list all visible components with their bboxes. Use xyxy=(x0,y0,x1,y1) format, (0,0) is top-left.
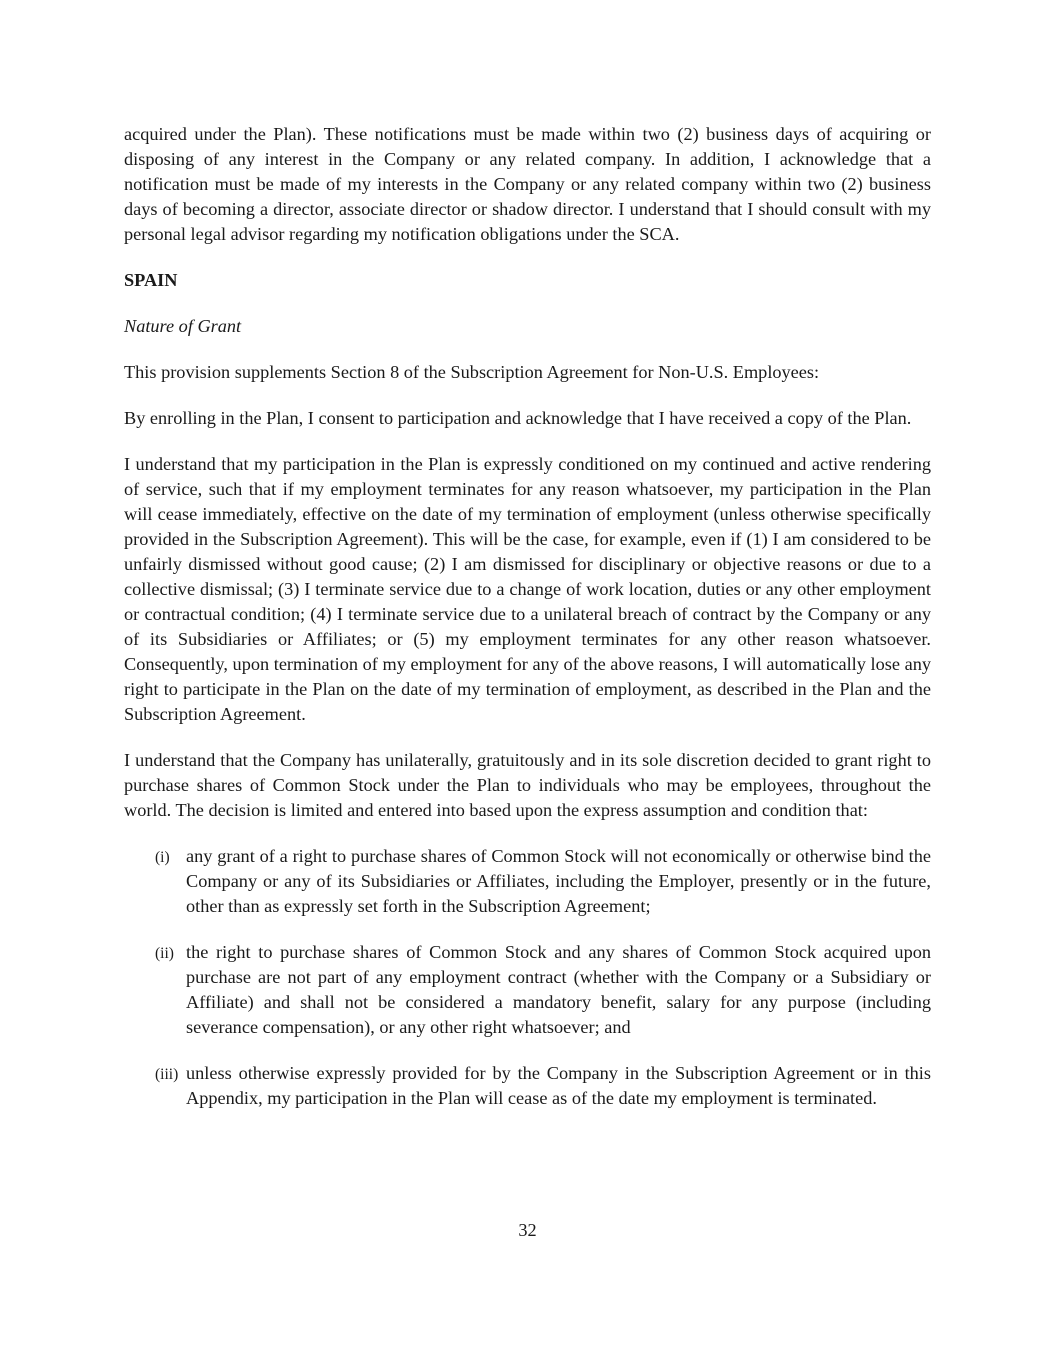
list-item xyxy=(124,844,931,919)
subheading-nature-of-grant: Nature of Grant xyxy=(124,316,242,336)
intro-paragraph: acquired under the Plan). These notifications must be made within two (2) business days of acquiring or disposing of any interest in the Company or any related company. In addition, I acknowledge that a notification must be made of my interests in the Company or any related company within two (2) business days of becoming a director, associate director or shadow director. I understand that I should consult with my personal legal advisor regarding my notification obligations under the SCA. xyxy=(124,124,931,244)
paragraph-consent: By enrolling in the Plan, I consent to participation and acknowledge that I have received a copy of the Plan. xyxy=(124,408,912,428)
section-heading-spain: SPAIN xyxy=(124,270,178,290)
paragraph-company-discretion: I understand that the Company has unilaterally, gratuitously and in its sole discretion decided to grant right to purchase shares of Common Stock under the Plan to individuals who may be employees, throughout the world. The decision is limited and entered into based upon the express assumption and condition that: xyxy=(124,750,931,820)
list-item-text: the right to purchase shares of Common Stock and any shares of Common Stock acquired upon purchase are not part of any employment contract (whether with the Company or a Subsidiary or Affiliate) and shall not be considered a mandatory benefit, salary for any purpose (including severance compensation), or any other right whatsoever; and xyxy=(186,942,931,1037)
list-item xyxy=(124,940,931,1040)
page-number: 32 xyxy=(518,1220,537,1240)
paragraph-participation-conditions: I understand that my participation in the Plan is expressly conditioned on my continued and active rendering of service, such that if my employment terminates for any reason whatsoever, my participation in the Plan will cease immediately, effective on the date of my termination of employment (unless otherwise specifically provided in the Subscription Agreement). This will be the case, for example, even if (1) I am considered to be unfairly dismissed without good cause; (2) I am dismissed for disciplinary or objective reasons or due to a collective dismissal; (3) I terminate service due to a change of work location, duties or any other employment or contractual condition; (4) I terminate service due to a unilateral breach of contract by the Company or any of its Subsidiaries or Affiliates; or (5) my employment terminates for any other reason whatsoever. Consequently, upon termination of my employment for any of the above reasons, I will automatically lose any right to participate in the Plan on the date of my termination of employment, as described in the Plan and the Subscription Agreement. xyxy=(124,454,931,724)
list-marker: (i) xyxy=(155,849,170,866)
list-item-text: unless otherwise expressly provided for by the Company in the Subscription Agreement or in this Appendix, my participation in the Plan will cease as of the date my employment is terminated. xyxy=(186,1063,931,1108)
document-page xyxy=(124,122,931,1132)
list-marker: (iii) xyxy=(155,1066,179,1083)
list-marker: (ii) xyxy=(155,945,174,962)
list-item-text: any grant of a right to purchase shares of Common Stock will not economically or otherwise bind the Company or any of its Subsidiaries or Affiliates, including the Employer, presently or in the future, other than as expressly set forth in the Subscription Agreement; xyxy=(186,846,931,916)
list-item xyxy=(124,1061,931,1111)
paragraph-supplement: This provision supplements Section 8 of the Subscription Agreement for Non-U.S. Employees: xyxy=(124,362,820,382)
